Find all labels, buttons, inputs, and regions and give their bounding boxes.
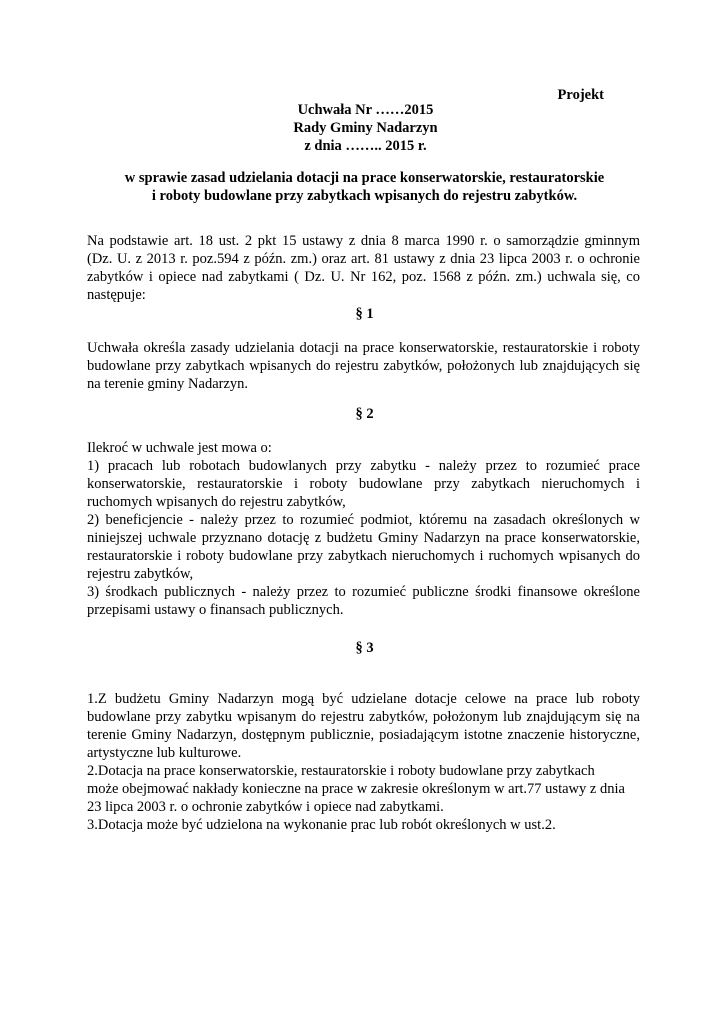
preamble	[87, 232, 640, 304]
resolution-number: Uchwała Nr ……2015	[297, 102, 434, 118]
section-3-line: 23 lipca 2003 r. o ochronie zabytków i opiece nad zabytkami.	[87, 799, 444, 815]
resolution-date: z dnia …….. 2015 r.	[304, 138, 427, 154]
section-2-line: ruchomych wpisanych do rejestru zabytków,	[87, 494, 346, 510]
section-2-body	[87, 439, 640, 619]
section-2-line: niniejszej uchwale przyznano dotację z budżetu Gminy Nadarzyn na prace konserwatorskie,	[87, 530, 640, 546]
section-1-line: Uchwała określa zasady udzielania dotacji na prace konserwatorskie, restauratorskie i roboty	[87, 340, 640, 356]
section-2-line: 2) beneficjencie - należy przez to rozumieć podmiot, któremu na zasadach określonych w	[87, 512, 640, 528]
section-3-line: może obejmować nakłady konieczne na prace w zakresie określonym w art.77 ustawy z dnia	[87, 781, 625, 797]
section-3-line: 1.Z budżetu Gminy Nadarzyn mogą być udzielane dotacje celowe na prace lub roboty	[87, 691, 640, 707]
preamble-line: następuje:	[87, 287, 146, 303]
section-3-line: 3.Dotacja może być udzielona na wykonanie prac lub robót określonych w ust.2.	[87, 817, 556, 833]
section-1-line: budowlane przy zabytkach wpisanych do rejestru zabytków, położonych lub znajdujących się	[87, 358, 640, 374]
section-2-line: 1) pracach lub robotach budowlanych przy zabytku - należy przez to rozumieć prace	[87, 458, 640, 474]
section-2-line: konserwatorskie, restauratorskie i roboty budowlane przy zabytkach nieruchomych i	[87, 476, 640, 492]
section-3-line: budowlane przy zabytku wpisanym do rejestru zabytków, położonym lub znajdującym się na	[87, 709, 640, 725]
preamble-line: (Dz. U. z 2013 r. poz.594 z późn. zm.) oraz art. 81 ustawy z dnia 23 lipca 2003 r. o ochronie	[87, 251, 640, 267]
resolution-subject	[0, 169, 725, 205]
section-2-line: Ilekroć w uchwale jest mowa o:	[87, 440, 272, 456]
section-2-heading: § 2	[355, 406, 374, 422]
section-1-body	[87, 339, 640, 393]
section-3-line: terenie Gminy Nadarzyn, dostępnym publicznie, posiadającym istotne znaczenie historyczne,	[87, 727, 640, 743]
section-2-line: rejestru zabytków,	[87, 566, 194, 582]
subject-line: i roboty budowlane przy zabytkach wpisanych do rejestru zabytków.	[151, 188, 578, 204]
section-3-body	[87, 690, 640, 834]
council-name: Rady Gminy Nadarzyn	[293, 120, 438, 136]
preamble-line: zabytków i opiece nad zabytkami ( Dz. U. Nr 162, poz. 1568 z późn. zm.) uchwala się, co	[87, 269, 640, 285]
resolution-heading	[0, 101, 725, 155]
subject-line: w sprawie zasad udzielania dotacji na prace konserwatorskie, restauratorskie	[124, 170, 605, 186]
preamble-line: Na podstawie art. 18 ust. 2 pkt 15 ustawy z dnia 8 marca 1990 r. o samorządzie gminnym	[87, 233, 640, 249]
section-2-line: 3) środkach publicznych - należy przez to rozumieć publiczne środki finansowe określone	[87, 584, 640, 600]
section-3-line: 2.Dotacja na prace konserwatorskie, restauratorskie i roboty budowlane przy zabytkach	[87, 763, 595, 779]
projekt-label: Projekt	[557, 87, 604, 103]
section-2-line: restauratorskie i roboty budowlane przy zabytkach nieruchomych i ruchomych wpisanych do	[87, 548, 640, 564]
section-1-heading: § 1	[355, 306, 374, 322]
section-1-line: na terenie gminy Nadarzyn.	[87, 376, 249, 392]
section-2-line: przepisami ustawy o finansach publicznych.	[87, 602, 344, 618]
section-3-heading: § 3	[355, 640, 374, 656]
section-3-line: artystyczne lub kulturowe.	[87, 745, 242, 761]
